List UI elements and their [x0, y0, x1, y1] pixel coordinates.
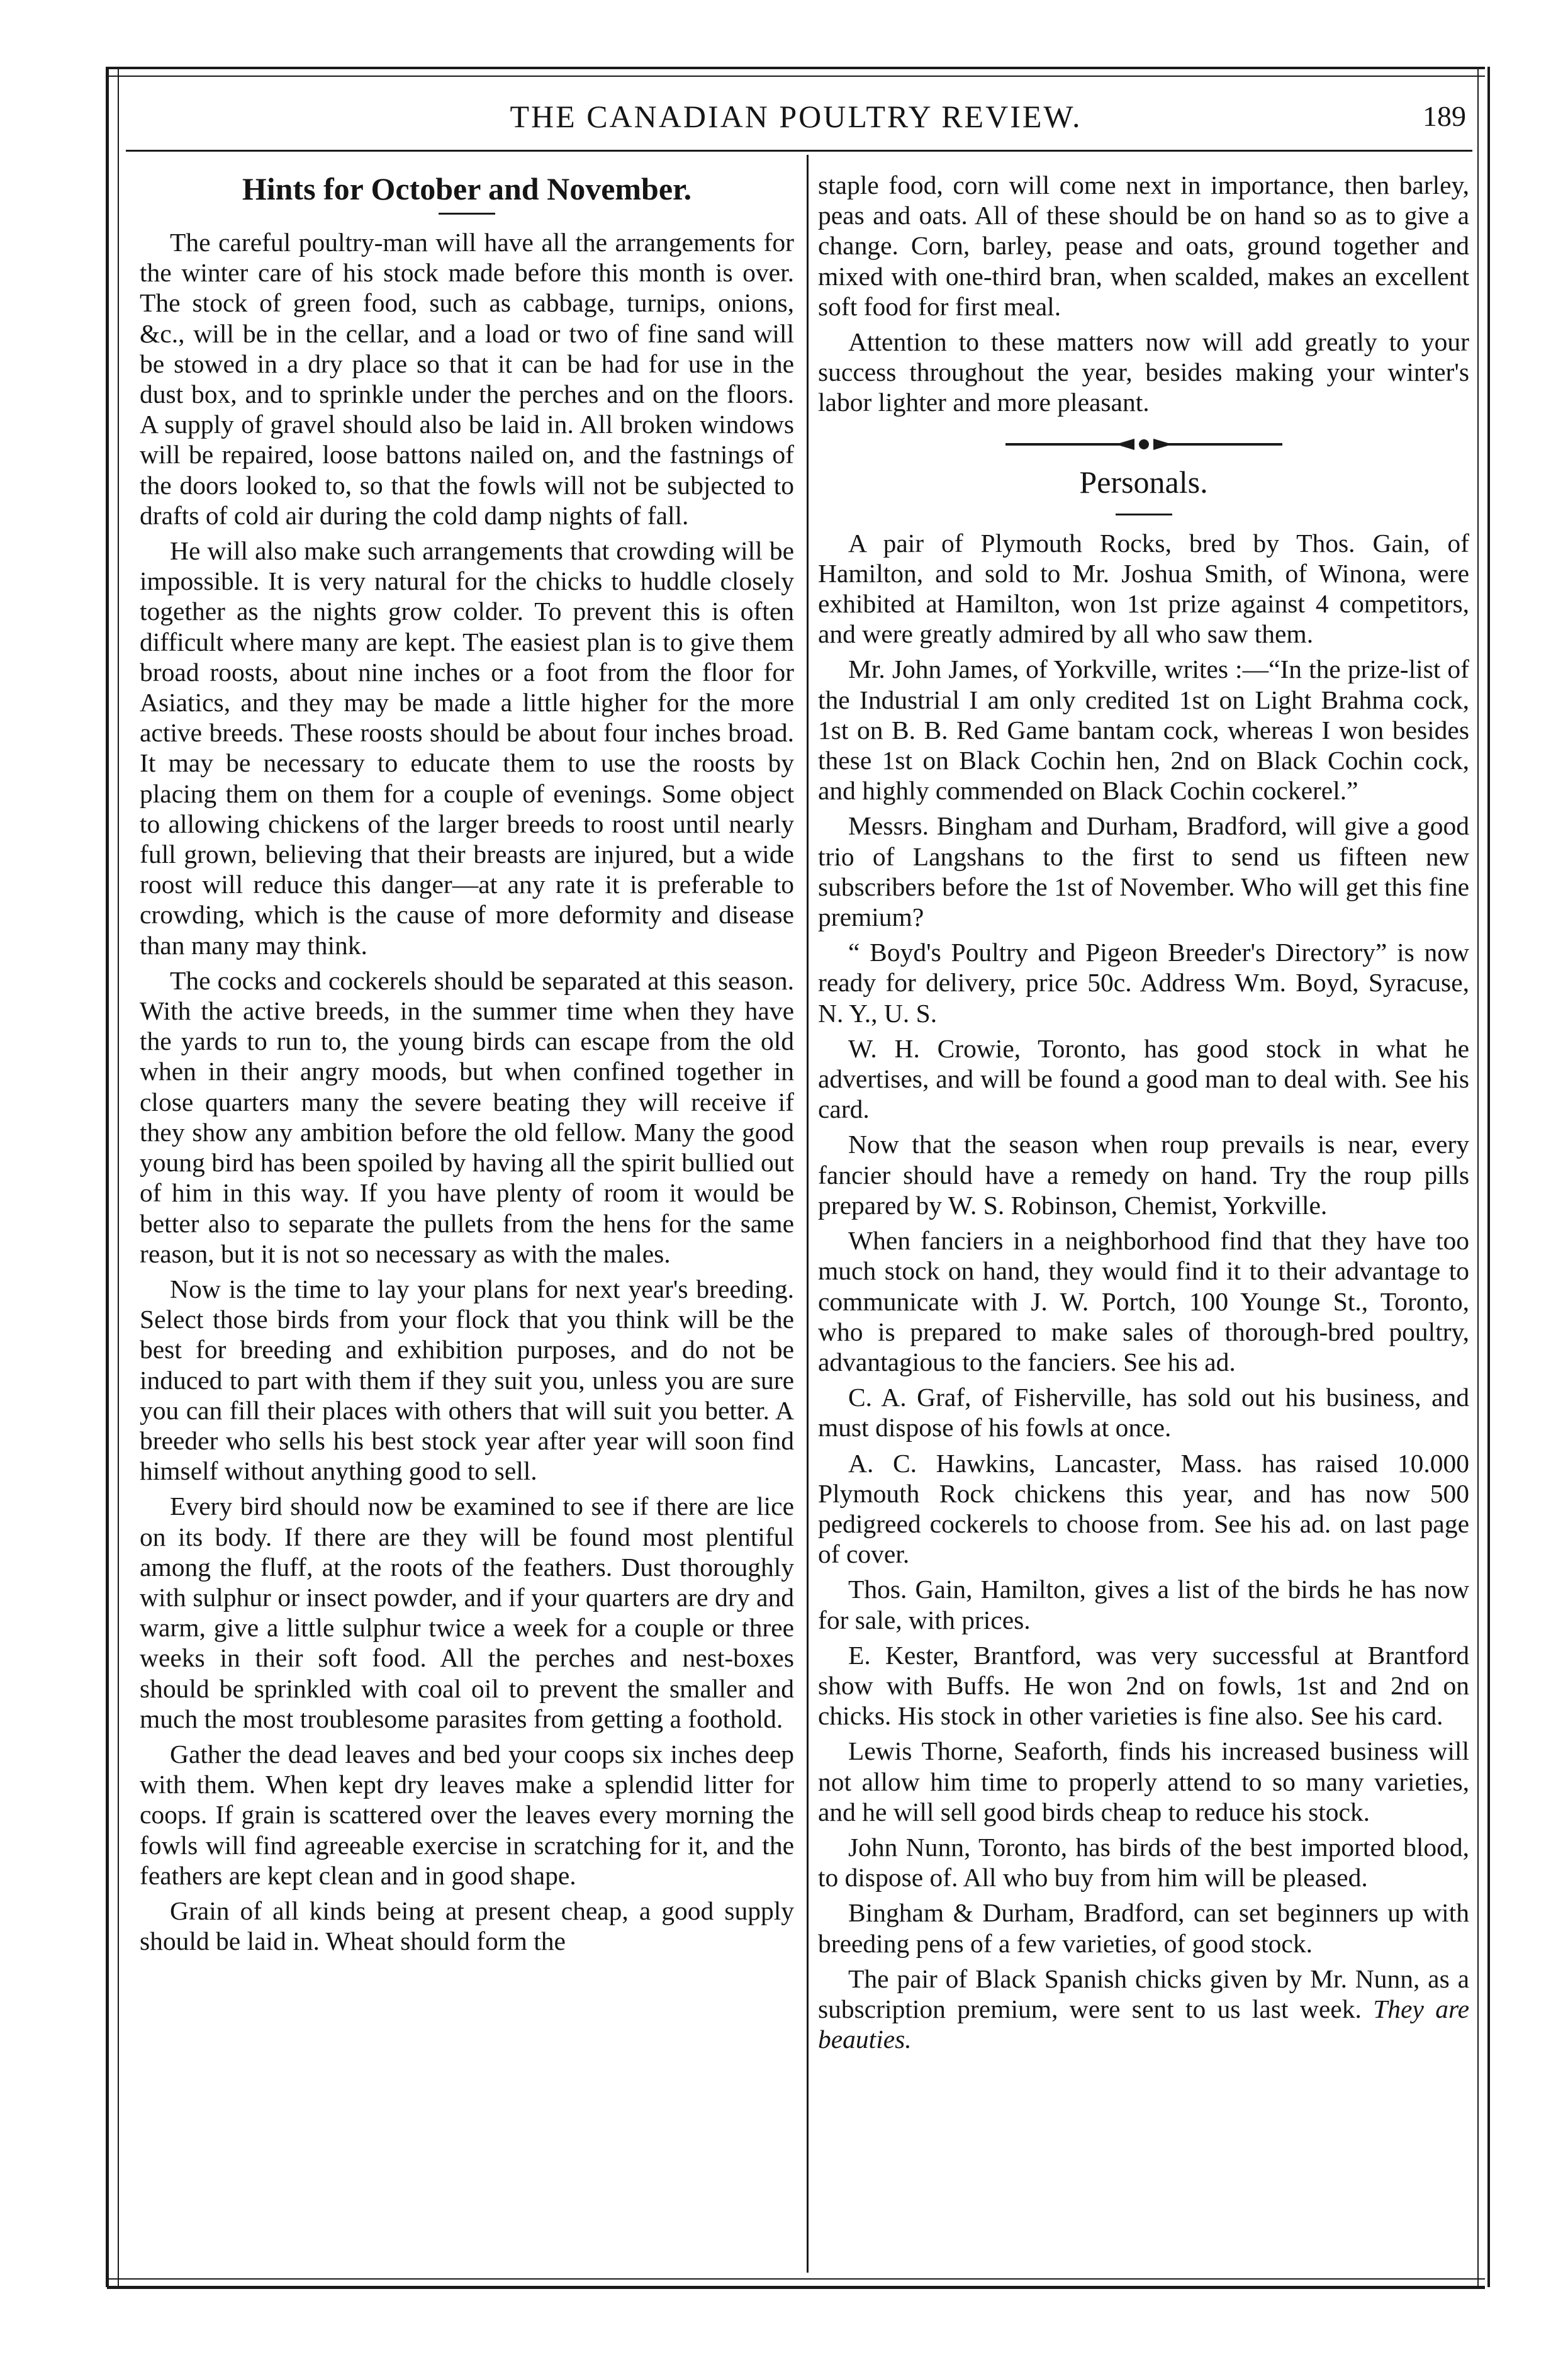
- page-border-top: [107, 67, 1485, 77]
- article-headline: Hints for October and November.: [242, 171, 692, 206]
- personal-item: “ Boyd's Poultry and Pigeon Breeder's Directory” is now ready for delivery, price 50c. Address Wm. Boyd, Syracuse, N. Y., U. S.: [818, 938, 1469, 1028]
- left-column: [140, 170, 794, 1961]
- article-paragraph: The careful poultry-man will have all the arrangements for the winter care of his stock made before this month is over. The stock of green food, such as cabbage, turnips, onions, &c., will be in the cellar, and a load or two of fine sand will be stowed in a dry place so that it can be had for use in the dust box, and to sprinkle under the perches and on the floors. A supply of gravel should also be laid in. All broken windows will be repaired, loose battons nailed on, and the fastnings of the doors looked to, so that the fowls will not be subjected to drafts of cold air during the cold damp nights of fall.: [140, 228, 794, 530]
- article-paragraph: Every bird should now be examined to see if there are lice on its body. If there are they will be found most plentiful among the fluff, at the roots of the feathers. Dust thoroughly with sulphur or insect powder, and if your quarters are dry and warm, give a little sulphur twice a week for a couple or three weeks in their soft food. All the perches and nest-boxes should be sprinkled with coal oil to prevent the smaller and much the most troublesome parasites from getting a foothold.: [140, 1492, 794, 1733]
- page-header: [126, 94, 1466, 145]
- article-paragraph: Now is the time to lay your plans for next year's breeding. Select those birds from your flock that you think will be the best for breeding and exhibition purposes, and do not be induced to part with them if they suit you, unless you are sure you can fill their places with others that will suit you better. A breeder who sells his best stock year after year will soon find himself without anything good to sell.: [140, 1274, 794, 1486]
- personal-item: A pair of Plymouth Rocks, bred by Thos. Gain, of Hamilton, and sold to Mr. Joshua Smith, of Winona, were exhibited at Hamilton, won 1st prize against 4 competitors, and were greatly admired by all who saw them.: [818, 528, 1469, 649]
- personal-item-last: [818, 1964, 1469, 2055]
- article-continuation: staple food, corn will come next in importance, then barley, peas and oats. All of these should be on hand so as to give a change. Corn, barley, pease and oats, ground together and mixed with one-third bran, when scalded, makes an excellent soft food for first meal.: [818, 171, 1469, 321]
- article-paragraph: He will also make such arrangements that crowding will be impossible. It is very natural for the chicks to huddle closely together as the nights grow colder. To prevent this is often difficult where many are kept. The easiest plan is to give them broad roosts, about nine inches or a foot from the floor for Asiatics, and they may be made a little higher for the more active breeds. These roosts should be about four inches broad. It may be necessary to educate them to use the roosts by placing them on them for a couple of evenings. Some object to allowing chickens of the larger breeds to roost until nearly full grown, believing that their breasts are injured, but a wide roost will reduce this danger—at any rate it is preferable to crowding, which is the cause of more deformity and disease than many may think.: [140, 536, 794, 960]
- personal-item: Lewis Thorne, Seaforth, finds his increased business will not allow him time to properly attend to so many varieties, and he will sell good birds cheap to reduce his stock.: [818, 1736, 1469, 1826]
- personal-item: Thos. Gain, Hamilton, gives a list of the birds he has now for sale, with prices.: [818, 1575, 1469, 1634]
- headline-rule: [439, 213, 495, 215]
- personal-item: W. H. Crowie, Toronto, has good stock in what he advertises, and will be found a good man to deal with. See his card.: [818, 1033, 1469, 1124]
- page-number: 189: [1423, 100, 1466, 132]
- header-rule: [126, 150, 1472, 152]
- personal-item: C. A. Graf, of Fisherville, has sold out his business, and must dispose of his fowls at once.: [818, 1383, 1469, 1443]
- section-heading: Personals.: [1079, 464, 1208, 500]
- article-paragraph: Attention to these matters now will add greatly to your success throughout the year, besides making your winter's labor lighter and more pleasant.: [818, 327, 1469, 417]
- publication-title: THE CANADIAN POULTRY REVIEW.: [510, 99, 1082, 134]
- column-divider: [807, 155, 809, 2273]
- personal-item: Now that the season when roup prevails is near, every fancier should have a remedy on hand. Try the roup pills prepared by W. S. Robinson, Chemist, Yorkville.: [818, 1130, 1469, 1220]
- section-ornament: [1005, 432, 1282, 457]
- article-paragraph: Gather the dead leaves and bed your coops six inches deep with them. When kept dry leaves make a splendid litter for coops. If grain is scattered over the leaves every morning the fowls will find agreeable exercise in scratching for it, and the feathers are kept clean and in good shape.: [140, 1739, 794, 1890]
- personal-item: Messrs. Bingham and Durham, Bradford, will give a good trio of Langshans to the first to send us fifteen new subscribers before the 1st of November. Who will get this fine premium?: [818, 811, 1469, 932]
- personal-item: When fanciers in a neighborhood find that they have too much stock on hand, they would find it to their advantage to communicate with J. W. Portch, 100 Younge St., Toronto, who is prepared to make sales of thorough-bred poultry, advantagious to the fanciers. See his ad.: [818, 1226, 1469, 1376]
- personal-item-italic: They are beauties.: [818, 1994, 1469, 2054]
- page-border-bottom: [107, 2278, 1485, 2289]
- personal-item: A. C. Hawkins, Lancaster, Mass. has raised 10.000 Plymouth Rock chickens this year, and has now 500 pedigreed cockerels to choose from. See his ad. on last page of cover.: [818, 1448, 1469, 1569]
- personal-item: Bingham & Durham, Bradford, can set beginners up with breeding pens of a few varieties, of good stock.: [818, 1898, 1469, 1958]
- personal-item: E. Kester, Brantford, was very successful at Brantford show with Buffs. He won 2nd on fowls, 1st and 2nd on chicks. His stock in other varieties is fine also. See his card.: [818, 1640, 1469, 1731]
- section-rule: [1116, 514, 1172, 515]
- page-border-left: [106, 67, 119, 2287]
- personal-item: John Nunn, Toronto, has birds of the best imported blood, to dispose of. All who buy from him will be pleased.: [818, 1832, 1469, 1892]
- article-paragraph: The cocks and cockerels should be separated at this season. With the active breeds, in the summer time when they have the yards to run to, the young birds can escape from the old when in their angry moods, but when confined together in close quarters many the severe beating they will receive if they show any ambition before the old fellow. Many the good young bird has been spoiled by having all the spirit bullied out of him in this way. If you have plenty of room it would be better also to separate the pullets from the hens for the same reason, but it is not so necessary as with the males.: [140, 965, 794, 1268]
- article-paragraph: Grain of all kinds being at present cheap, a good supply should be laid in. Wheat should form the: [140, 1896, 794, 1956]
- personal-item: Mr. John James, of Yorkville, writes :—“In the prize-list of the Industrial I am only credited 1st on Light Brahma cock, 1st on B. B. Red Game bantam cock, whereas I won besides these 1st on Black Cochin hen, 2nd on Black Cochin cock, and highly commended on Black Cochin cockerel.”: [818, 655, 1469, 806]
- page-border-right: [1477, 67, 1490, 2287]
- right-column: [818, 170, 1469, 2059]
- personal-item-text: The pair of Black Spanish chicks given by Mr. Nunn, as a subscription premium, were sent to us last week.: [818, 1964, 1469, 2023]
